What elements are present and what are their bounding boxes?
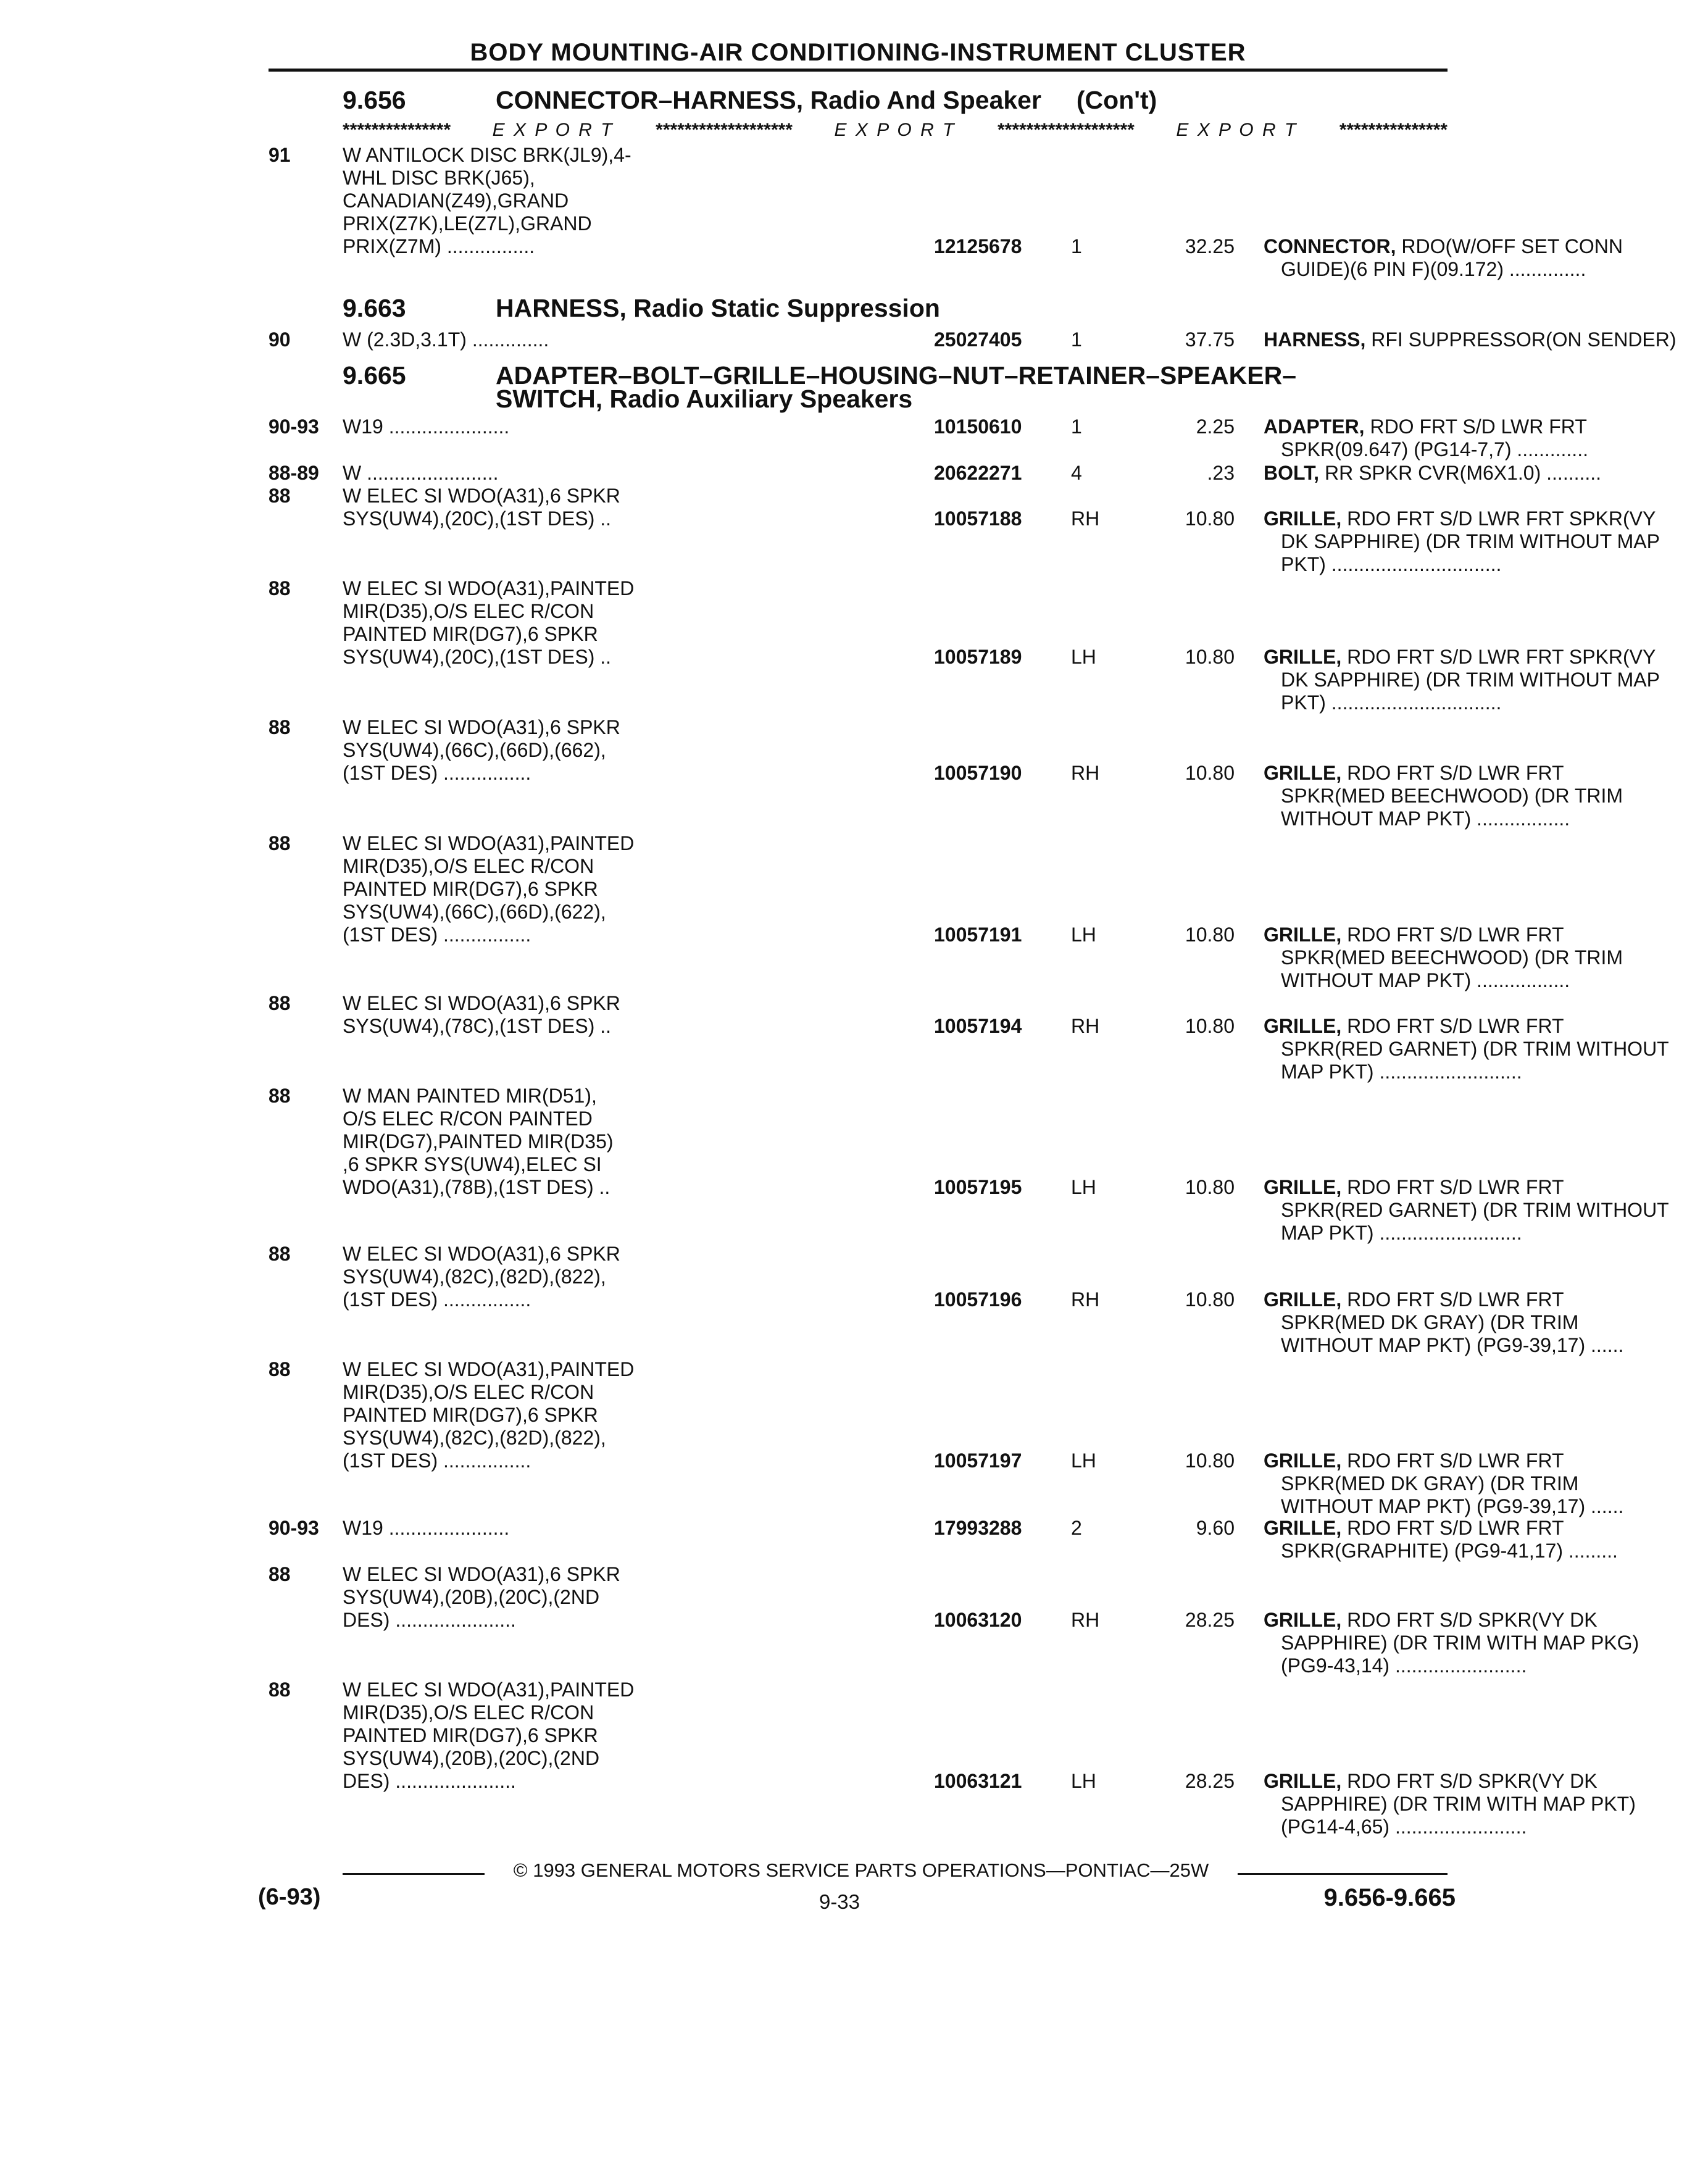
quantity: LH bbox=[1071, 1770, 1096, 1792]
part-name-head: GRILLE, bbox=[1264, 1449, 1342, 1472]
section-number: 9.656 bbox=[343, 86, 406, 114]
model-year: 88 bbox=[269, 1085, 291, 1107]
section-number: 9.665 bbox=[343, 361, 406, 390]
export-label: E X P O R T bbox=[492, 120, 614, 140]
usage-description bbox=[343, 832, 944, 946]
export-banner bbox=[343, 119, 1448, 141]
usage-description bbox=[343, 1563, 944, 1632]
part-name-head: GRILLE, bbox=[1264, 1517, 1342, 1539]
usage-line: PAINTED MIR(DG7),6 SPKR bbox=[343, 1724, 598, 1746]
usage-line: W ELEC SI WDO(A31),6 SPKR bbox=[343, 485, 620, 507]
price: 9.60 bbox=[1196, 1517, 1235, 1539]
usage-line: W ELEC SI WDO(A31),6 SPKR bbox=[343, 716, 620, 738]
usage-line: SYS(UW4),(20B),(20C),(2ND bbox=[343, 1586, 600, 1608]
usage-line: SYS(UW4),(66C),(66D),(622), bbox=[343, 901, 606, 923]
usage-line: PAINTED MIR(DG7),6 SPKR bbox=[343, 1404, 598, 1426]
model-year: 90 bbox=[269, 328, 291, 351]
quantity: 4 bbox=[1071, 462, 1082, 484]
usage-line: MIR(D35),O/S ELEC R/CON bbox=[343, 600, 594, 622]
usage-line: W19 ...................... bbox=[343, 1517, 510, 1539]
usage-line: PAINTED MIR(DG7),6 SPKR bbox=[343, 623, 598, 645]
part-name-rest: RDO FRT S/D LWR FRT bbox=[1341, 1449, 1564, 1472]
model-year: 88 bbox=[269, 1358, 291, 1380]
part-number: 10057189 bbox=[934, 646, 1022, 668]
part-name bbox=[1264, 1449, 1708, 1518]
part-name-cont: SPKR(RED GARNET) (DR TRIM WITHOUT bbox=[1281, 1038, 1669, 1060]
usage-line: O/S ELEC R/CON PAINTED bbox=[343, 1107, 593, 1130]
model-year: 88 bbox=[269, 832, 291, 854]
model-year: 90-93 bbox=[269, 415, 319, 438]
usage-line: SYS(UW4),(20C),(1ST DES) .. bbox=[343, 646, 612, 668]
usage-description bbox=[343, 462, 944, 485]
quantity: 1 bbox=[1071, 415, 1082, 438]
usage-line: W ELEC SI WDO(A31),PAINTED bbox=[343, 577, 635, 599]
part-number: 10150610 bbox=[934, 415, 1022, 438]
export-stars: ******************* bbox=[997, 120, 1135, 140]
part-name-cont: SPKR(MED DK GRAY) (DR TRIM bbox=[1281, 1311, 1579, 1333]
part-name-cont: WITHOUT MAP PKT) (PG9-39,17) ...... bbox=[1281, 1495, 1624, 1517]
part-number: 17993288 bbox=[934, 1517, 1022, 1539]
part-number: 10057190 bbox=[934, 762, 1022, 784]
model-year: 88 bbox=[269, 485, 291, 507]
price: 37.75 bbox=[1185, 328, 1235, 351]
model-year: 88 bbox=[269, 992, 291, 1014]
price: 10.80 bbox=[1185, 646, 1235, 668]
usage-line: W ELEC SI WDO(A31),PAINTED bbox=[343, 1679, 635, 1701]
part-number: 12125678 bbox=[934, 235, 1022, 257]
part-name-rest: RDO FRT S/D LWR FRT SPKR(VY bbox=[1341, 646, 1656, 668]
usage-line: MIR(D35),O/S ELEC R/CON bbox=[343, 1701, 594, 1724]
quantity: LH bbox=[1071, 1449, 1096, 1472]
export-stars: *************** bbox=[1339, 120, 1448, 140]
footer-date-code: (6-93) bbox=[258, 1884, 321, 1910]
usage-description bbox=[343, 577, 944, 669]
part-name-cont: SPKR(GRAPHITE) (PG9-41,17) ......... bbox=[1281, 1540, 1618, 1562]
price: 32.25 bbox=[1185, 235, 1235, 257]
part-name-rest: RR SPKR CVR(M6X1.0) .......... bbox=[1319, 462, 1602, 484]
usage-line: W ELEC SI WDO(A31),6 SPKR bbox=[343, 992, 620, 1014]
part-name-cont: DK SAPPHIRE) (DR TRIM WITHOUT MAP bbox=[1281, 669, 1660, 691]
part-name-rest: RDO FRT S/D LWR FRT bbox=[1341, 1015, 1564, 1037]
part-number: 10063121 bbox=[934, 1770, 1022, 1792]
usage-description bbox=[343, 485, 944, 530]
quantity: LH bbox=[1071, 924, 1096, 946]
export-label: E X P O R T bbox=[1176, 120, 1298, 140]
part-name-cont: SPKR(RED GARNET) (DR TRIM WITHOUT bbox=[1281, 1199, 1669, 1221]
usage-line: MIR(DG7),PAINTED MIR(D35) bbox=[343, 1130, 614, 1153]
part-name-head: GRILLE, bbox=[1264, 1015, 1342, 1037]
usage-line: WHL DISC BRK(J65), bbox=[343, 167, 535, 189]
price: 2.25 bbox=[1196, 415, 1235, 438]
usage-line: W MAN PAINTED MIR(D51), bbox=[343, 1085, 597, 1107]
usage-line: MIR(D35),O/S ELEC R/CON bbox=[343, 1381, 594, 1403]
usage-description bbox=[343, 1085, 944, 1199]
footer-page-number: 9-33 bbox=[819, 1890, 860, 1913]
footer-copyright: © 1993 GENERAL MOTORS SERVICE PARTS OPERATIONS—PONTIAC—25W bbox=[513, 1859, 1209, 1881]
part-number: 25027405 bbox=[934, 328, 1022, 351]
usage-line: DES) ...................... bbox=[343, 1609, 516, 1631]
part-name-cont: WITHOUT MAP PKT) (PG9-39,17) ...... bbox=[1281, 1334, 1624, 1356]
part-name-cont: MAP PKT) .......................... bbox=[1281, 1061, 1522, 1083]
usage-line: DES) ...................... bbox=[343, 1770, 516, 1792]
usage-description bbox=[343, 716, 944, 785]
model-year: 88 bbox=[269, 1563, 291, 1585]
part-number: 10057195 bbox=[934, 1176, 1022, 1198]
section-number: 9.663 bbox=[343, 294, 406, 322]
export-stars: *************** bbox=[343, 120, 451, 140]
part-number: 10063120 bbox=[934, 1609, 1022, 1631]
usage-line: SYS(UW4),(20C),(1ST DES) .. bbox=[343, 507, 612, 530]
part-name bbox=[1264, 328, 1708, 351]
part-name-head: GRILLE, bbox=[1264, 646, 1342, 668]
usage-line: PAINTED MIR(DG7),6 SPKR bbox=[343, 878, 598, 900]
part-name-rest: RDO FRT S/D LWR FRT bbox=[1364, 415, 1587, 438]
usage-line: (1ST DES) ................ bbox=[343, 1449, 531, 1472]
part-name-head: GRILLE, bbox=[1264, 1609, 1342, 1631]
part-name-rest: RDO(W/OFF SET CONN bbox=[1396, 235, 1623, 257]
price: 10.80 bbox=[1185, 1015, 1235, 1037]
part-name-head: BOLT, bbox=[1264, 462, 1320, 484]
usage-line: W19 ...................... bbox=[343, 415, 510, 438]
part-number: 10057188 bbox=[934, 507, 1022, 530]
model-year: 88 bbox=[269, 1243, 291, 1265]
part-name bbox=[1264, 235, 1708, 281]
part-number: 10057191 bbox=[934, 924, 1022, 946]
part-number: 10057194 bbox=[934, 1015, 1022, 1037]
part-name-cont: SAPPHIRE) (DR TRIM WITH MAP PKG) bbox=[1281, 1632, 1639, 1654]
model-year: 91 bbox=[269, 144, 291, 166]
usage-line: W (2.3D,3.1T) .............. bbox=[343, 328, 549, 351]
part-name-rest: RDO FRT S/D SPKR(VY DK bbox=[1341, 1770, 1598, 1792]
usage-line: MIR(D35),O/S ELEC R/CON bbox=[343, 855, 594, 877]
usage-line: SYS(UW4),(82C),(82D),(822), bbox=[343, 1427, 606, 1449]
price: 10.80 bbox=[1185, 1288, 1235, 1311]
model-year: 88 bbox=[269, 716, 291, 738]
model-year: 88 bbox=[269, 577, 291, 599]
part-name bbox=[1264, 1288, 1708, 1357]
usage-description bbox=[343, 1243, 944, 1311]
usage-line: W ........................ bbox=[343, 462, 499, 484]
part-name-cont: SAPPHIRE) (DR TRIM WITH MAP PKT) bbox=[1281, 1793, 1636, 1815]
price: 10.80 bbox=[1185, 924, 1235, 946]
usage-line: W ELEC SI WDO(A31),PAINTED bbox=[343, 832, 635, 854]
part-name-head: GRILLE, bbox=[1264, 762, 1342, 784]
usage-description bbox=[343, 1358, 944, 1472]
usage-line: SYS(UW4),(82C),(82D),(822), bbox=[343, 1266, 606, 1288]
footer-rule-left bbox=[343, 1873, 485, 1875]
part-name-cont: SPKR(MED BEECHWOOD) (DR TRIM bbox=[1281, 785, 1623, 807]
usage-line: W ELEC SI WDO(A31),6 SPKR bbox=[343, 1243, 620, 1265]
usage-line: W ANTILOCK DISC BRK(JL9),4- bbox=[343, 144, 631, 166]
part-name bbox=[1264, 762, 1708, 830]
export-stars: ******************* bbox=[656, 120, 793, 140]
usage-line: CANADIAN(Z49),GRAND bbox=[343, 190, 569, 212]
part-name-cont: WITHOUT MAP PKT) ................. bbox=[1281, 807, 1570, 830]
usage-description bbox=[343, 1679, 944, 1793]
section-title: CONNECTOR–HARNESS, Radio And Speaker (Con't) bbox=[496, 86, 1157, 114]
part-name-cont: PKT) ............................... bbox=[1281, 553, 1502, 575]
section-title: ADAPTER–BOLT–GRILLE–HOUSING–NUT–RETAINER–SPEAKER– bbox=[496, 361, 1297, 390]
usage-line: (1ST DES) ................ bbox=[343, 924, 531, 946]
part-name-cont: (PG9-43,14) ........................ bbox=[1281, 1654, 1527, 1677]
part-name-rest: RDO FRT S/D LWR FRT bbox=[1341, 762, 1564, 784]
part-name-rest: RDO FRT S/D LWR FRT SPKR(VY bbox=[1341, 507, 1656, 530]
part-name bbox=[1264, 507, 1708, 576]
part-name-cont: MAP PKT) .......................... bbox=[1281, 1222, 1522, 1244]
usage-line: SYS(UW4),(66C),(66D),(662), bbox=[343, 739, 606, 761]
usage-line: (1ST DES) ................ bbox=[343, 1288, 531, 1311]
part-name-head: GRILLE, bbox=[1264, 924, 1342, 946]
usage-line: SYS(UW4),(20B),(20C),(2ND bbox=[343, 1747, 600, 1769]
part-number: 10057197 bbox=[934, 1449, 1022, 1472]
price: 10.80 bbox=[1185, 1449, 1235, 1472]
part-name bbox=[1264, 924, 1708, 992]
usage-line: (1ST DES) ................ bbox=[343, 762, 531, 784]
usage-line: PRIX(Z7M) ................ bbox=[343, 235, 535, 257]
quantity: LH bbox=[1071, 1176, 1096, 1198]
part-number: 20622271 bbox=[934, 462, 1022, 484]
part-name bbox=[1264, 1015, 1708, 1083]
part-name-head: GRILLE, bbox=[1264, 1176, 1342, 1198]
model-year: 88 bbox=[269, 1679, 291, 1701]
part-name-cont: SPKR(MED BEECHWOOD) (DR TRIM bbox=[1281, 946, 1623, 969]
part-name-head: GRILLE, bbox=[1264, 1770, 1342, 1792]
part-name bbox=[1264, 1176, 1708, 1245]
footer-rule-right bbox=[1238, 1873, 1448, 1875]
part-name bbox=[1264, 462, 1708, 485]
part-name bbox=[1264, 415, 1708, 461]
price: 10.80 bbox=[1185, 1176, 1235, 1198]
part-name-cont: PKT) ............................... bbox=[1281, 691, 1502, 714]
part-name-rest: RDO FRT S/D SPKR(VY DK bbox=[1341, 1609, 1598, 1631]
page-title: BODY MOUNTING-AIR CONDITIONING-INSTRUMENT CLUSTER bbox=[470, 39, 1246, 66]
part-name-rest: RDO FRT S/D LWR FRT bbox=[1341, 1288, 1564, 1311]
price: 28.25 bbox=[1185, 1770, 1235, 1792]
part-name-rest: RDO FRT S/D LWR FRT bbox=[1341, 1517, 1564, 1539]
part-name-cont: GUIDE)(6 PIN F)(09.172) .............. bbox=[1281, 258, 1586, 280]
quantity: RH bbox=[1071, 507, 1100, 530]
usage-description bbox=[343, 992, 944, 1038]
quantity: RH bbox=[1071, 1015, 1100, 1037]
usage-line: SYS(UW4),(78C),(1ST DES) .. bbox=[343, 1015, 612, 1037]
quantity: RH bbox=[1071, 1288, 1100, 1311]
usage-line: WDO(A31),(78B),(1ST DES) .. bbox=[343, 1176, 610, 1198]
footer-section-range: 9.656-9.665 bbox=[1323, 1884, 1456, 1911]
part-name-rest: RDO FRT S/D LWR FRT bbox=[1341, 1176, 1564, 1198]
usage-line: PRIX(Z7K),LE(Z7L),GRAND bbox=[343, 212, 592, 235]
quantity: RH bbox=[1071, 762, 1100, 784]
part-name-head: GRILLE, bbox=[1264, 1288, 1342, 1311]
usage-line: ,6 SPKR SYS(UW4),ELEC SI bbox=[343, 1153, 602, 1175]
model-year: 88-89 bbox=[269, 462, 319, 484]
model-year: 90-93 bbox=[269, 1517, 319, 1539]
price: .23 bbox=[1207, 462, 1235, 484]
quantity: 1 bbox=[1071, 235, 1082, 257]
part-name-cont: SPKR(MED DK GRAY) (DR TRIM bbox=[1281, 1472, 1579, 1495]
usage-description bbox=[343, 144, 944, 258]
part-name-cont: (PG14-4,65) ........................ bbox=[1281, 1816, 1527, 1838]
part-name-cont: SPKR(09.647) (PG14-7,7) ............. bbox=[1281, 438, 1588, 461]
quantity: RH bbox=[1071, 1609, 1100, 1631]
part-name-head: ADAPTER, bbox=[1264, 415, 1365, 438]
part-name bbox=[1264, 1770, 1708, 1838]
part-name-cont: DK SAPPHIRE) (DR TRIM WITHOUT MAP bbox=[1281, 530, 1660, 553]
usage-description bbox=[343, 328, 944, 351]
part-number: 10057196 bbox=[934, 1288, 1022, 1311]
part-name bbox=[1264, 646, 1708, 714]
usage-line: W ELEC SI WDO(A31),PAINTED bbox=[343, 1358, 635, 1380]
quantity: LH bbox=[1071, 646, 1096, 668]
part-name-rest: RDO FRT S/D LWR FRT bbox=[1341, 924, 1564, 946]
price: 28.25 bbox=[1185, 1609, 1235, 1631]
section-title: HARNESS, Radio Static Suppression bbox=[496, 294, 940, 322]
part-name bbox=[1264, 1609, 1708, 1677]
quantity: 1 bbox=[1071, 328, 1082, 351]
quantity: 2 bbox=[1071, 1517, 1082, 1539]
part-name-head: CONNECTOR, bbox=[1264, 235, 1396, 257]
part-name-cont: WITHOUT MAP PKT) ................. bbox=[1281, 969, 1570, 991]
price: 10.80 bbox=[1185, 762, 1235, 784]
price: 10.80 bbox=[1185, 507, 1235, 530]
part-name-head: GRILLE, bbox=[1264, 507, 1342, 530]
usage-description bbox=[343, 415, 944, 438]
part-name-head: HARNESS, bbox=[1264, 328, 1366, 351]
usage-description bbox=[343, 1517, 944, 1540]
header-rule bbox=[269, 69, 1448, 72]
part-name bbox=[1264, 1517, 1708, 1562]
section-title-cont: SWITCH, Radio Auxiliary Speakers bbox=[496, 385, 913, 413]
usage-line: W ELEC SI WDO(A31),6 SPKR bbox=[343, 1563, 620, 1585]
part-name-rest: RFI SUPPRESSOR(ON SENDER) bbox=[1365, 328, 1677, 351]
export-label: E X P O R T bbox=[834, 120, 956, 140]
